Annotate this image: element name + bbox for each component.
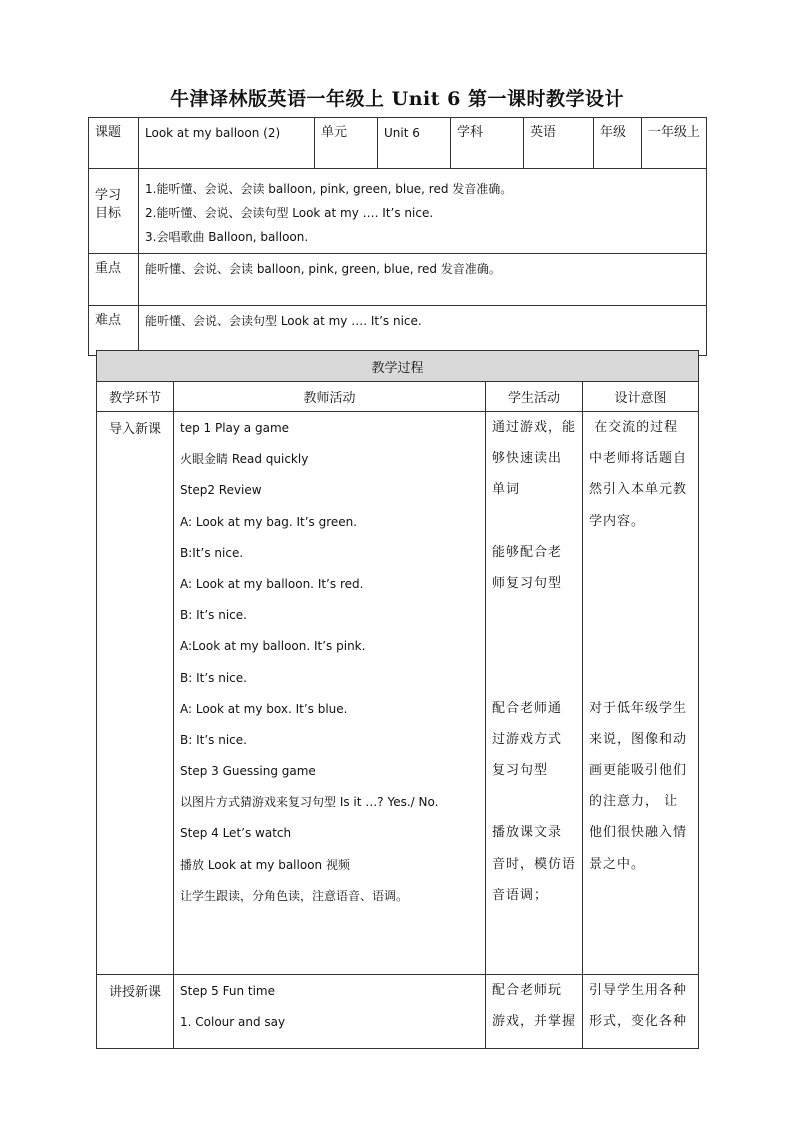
intent-line: 学内容。 [589, 513, 646, 529]
goal-item: 3.会唱歌曲 Balloon, balloon. [145, 230, 309, 244]
header-stage: 教学环节 [97, 382, 174, 412]
student-activity [486, 975, 583, 1049]
teacher-line: Step 3 Guessing game [180, 764, 316, 779]
teacher-line: B: It’s nice. [180, 732, 247, 747]
info-table [88, 117, 707, 356]
header-student: 学生活动 [486, 382, 583, 412]
page-title: 牛津译林版英语一年级上 Unit 6 第一课时教学设计 [170, 88, 624, 110]
student-line: 单词 [492, 482, 521, 498]
goals-label: 学习目标 [89, 169, 139, 254]
student-line: 游戏，并掌握 [492, 1014, 577, 1030]
intent-line: 形式，变化各种 [589, 1014, 688, 1030]
difficult-label: 难点 [89, 306, 139, 356]
intent-line: 引导学生用各种 [589, 983, 688, 998]
design-intent [583, 412, 699, 975]
process-row-intro [97, 412, 699, 975]
process-header-row [97, 382, 699, 412]
intent-line: 对于低年级学生 [589, 700, 688, 716]
teacher-line: B: It’s nice. [180, 608, 247, 623]
subject-value: 英语 [524, 118, 594, 169]
student-activity [486, 412, 583, 975]
intent-line: 他们很快融入情 [589, 825, 688, 841]
teacher-line: 播放 Look at my balloon 视频 [180, 857, 350, 872]
info-row-goals [89, 169, 707, 254]
student-line: 播放课文录 [492, 825, 563, 841]
teacher-line: 火眼金睛 Read quickly [180, 452, 309, 467]
teacher-activity [174, 412, 486, 975]
student-line: 够快速读出 [492, 451, 563, 467]
intent-line: 的注意力， 让 [589, 794, 679, 810]
student-line: 配合老师玩 [492, 983, 563, 998]
teacher-line: A: Look at my box. It’s blue. [180, 701, 348, 716]
teacher-line: 以图片方式猜游戏来复习句型 Is it …? Yes./ No. [180, 795, 439, 810]
stage-cell: 讲授新课 [97, 975, 174, 1049]
info-row-key [89, 254, 707, 306]
header-intent: 设计意图 [583, 382, 699, 412]
course-value: Look at my balloon (2) [139, 118, 315, 169]
intent-line [589, 668, 692, 699]
student-line [492, 668, 576, 699]
intent-line: 来说，图像和动 [589, 731, 688, 747]
intent-line: 在交流的过程 [589, 420, 679, 435]
key-label: 重点 [89, 254, 139, 306]
intent-line [589, 605, 692, 636]
goals-list [139, 169, 707, 254]
student-line [492, 792, 576, 823]
teacher-line: 1. Colour and say [180, 1015, 286, 1030]
teacher-line: A:Look at my balloon. It’s pink. [180, 639, 366, 654]
student-line [492, 512, 576, 543]
teacher-line: 让学生跟读，分角色读，注意语音、语调。 [180, 888, 409, 903]
student-line: 音语调； [492, 887, 549, 903]
student-line: 师复习句型 [492, 575, 563, 591]
intent-line [589, 636, 692, 667]
key-value: 能听懂、会说、会读 balloon, pink, green, blue, red 发音准确。 [139, 254, 707, 306]
intent-line: 画更能吸引他们 [589, 763, 688, 779]
process-table [96, 350, 699, 1049]
teacher-line: A: Look at my balloon. It’s red. [180, 576, 364, 591]
student-line: 能够配合老 [492, 544, 563, 560]
intent-line [589, 543, 692, 574]
header-teacher: 教师活动 [174, 382, 486, 412]
teacher-line: Step 5 Fun time [180, 984, 275, 998]
process-caption: 教学过程 [97, 351, 699, 382]
teacher-line: A: Look at my bag. It’s green. [180, 514, 358, 529]
grade-label: 年级 [594, 118, 642, 169]
process-row-new [97, 975, 699, 1049]
unit-label: 单元 [315, 118, 378, 169]
info-row-difficult [89, 306, 707, 356]
process-caption-row [97, 351, 699, 382]
teacher-line: Step 4 Let’s watch [180, 826, 292, 841]
teacher-line: B: It’s nice. [180, 670, 247, 685]
student-line: 复习句型 [492, 763, 549, 779]
student-line: 配合老师通 [492, 700, 563, 716]
student-line [492, 605, 576, 636]
subject-label: 学科 [451, 118, 524, 169]
intent-line: 景之中。 [589, 856, 646, 872]
grade-value: 一年级上 [642, 118, 707, 169]
intent-line: 中老师将话题自 [589, 451, 688, 467]
teacher-line: tep 1 Play a game [180, 421, 290, 435]
unit-value: Unit 6 [378, 118, 451, 169]
intent-line: 然引入本单元教 [589, 482, 688, 498]
intent-line [589, 574, 692, 605]
teacher-line: Step2 Review [180, 483, 262, 498]
stage-cell: 导入新课 [97, 412, 174, 975]
goal-item: 2.能听懂、会说、会读句型 Look at my …. It’s nice. [145, 206, 434, 220]
goal-item: 1.能听懂、会说、会读 balloon, pink, green, blue, red 发音准确。 [145, 182, 513, 196]
student-line: 过游戏方式 [492, 731, 563, 747]
student-line: 通过游戏，能 [492, 420, 577, 435]
course-label: 课题 [89, 118, 139, 169]
teacher-line: B:It’s nice. [180, 545, 244, 560]
difficult-value: 能听懂、会说、会读句型 Look at my …. It’s nice. [139, 306, 707, 356]
student-line: 音时，模仿语 [492, 856, 577, 872]
design-intent [583, 975, 699, 1049]
student-line [492, 636, 576, 667]
teacher-activity [174, 975, 486, 1049]
info-row-course [89, 118, 707, 169]
